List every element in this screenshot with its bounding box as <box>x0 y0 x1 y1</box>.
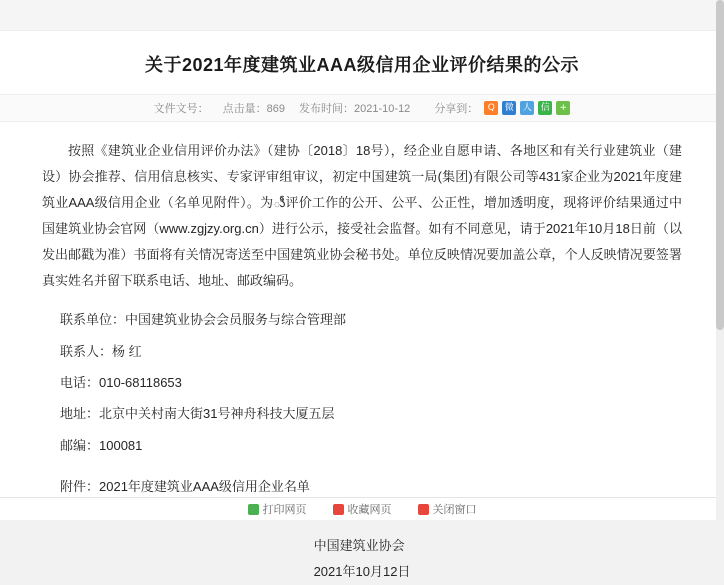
contact-address-line: 地址：北京中关村南大街31号神舟科技大厦五层 <box>60 406 335 422</box>
more-share-icon[interactable]: + <box>556 101 570 115</box>
favorite-icon <box>333 504 344 515</box>
contact-person-line: 联系人：杨 红 <box>60 343 142 359</box>
contact-info-block <box>60 308 682 457</box>
signature-inner <box>314 533 411 585</box>
print-icon <box>248 504 259 515</box>
share-label: 分享到： <box>434 103 479 116</box>
share-bar <box>434 100 570 116</box>
top-bar <box>0 0 724 31</box>
contact-postcode-line: 邮编：100081 <box>60 437 143 453</box>
publish-meta <box>299 100 410 116</box>
body-paragraph-1: 按照《建筑业企业信用评价办法》（建协〔2018〕18号），经企业自愿申请、各地区和有关行业建筑业（建设）协会推荐、信用信息核实、专家评审组审议，初定中国建筑一局(集团)有限公司等431家企业为2021年度建筑业AAA级信用企业（名单见附件）。为ుీ评价工作的公开、公平、公正性，增加透明度，现将评价结果通过中国建筑业协会官网（www.zgjzy.org.cn）进行公示，接受社会监督。如有不同意见，请于2021年10月18日前（以发出邮戳为准）书面将有关情况寄送至中国建筑业协会秘书处。单位反映情况要加盖公章，个人反映情况要签署真实姓名并留下联系电话、地址、邮政编码。 <box>42 143 682 289</box>
print-page-button[interactable] <box>248 501 307 517</box>
close-icon <box>418 504 429 515</box>
views-value: 869 <box>266 103 286 116</box>
contact-phone-line: 电话：010-68118653 <box>60 374 182 390</box>
scrollbar-thumb[interactable] <box>716 0 724 330</box>
favorite-page-button[interactable] <box>333 501 392 517</box>
attachment-line[interactable]: 附件：2021年度建筑业AAA级信用企业名单 <box>60 479 310 495</box>
document-meta-bar <box>0 94 724 122</box>
page-title: 关于2021年度建筑业AAA级信用企业评价结果的公示 <box>144 55 580 75</box>
signature-date: 2021年10月12日 <box>313 563 411 579</box>
views-meta <box>223 100 285 116</box>
page-scrollbar[interactable] <box>716 0 724 520</box>
signature-block <box>42 533 682 585</box>
close-window-button[interactable] <box>418 501 477 517</box>
weibo-icon[interactable]: 微 <box>502 101 516 115</box>
close-window-label: 关闭窗口 <box>432 504 477 516</box>
views-label: 点击量： <box>222 103 267 116</box>
contact-unit-line: 联系单位：中国建筑业协会会员服务与综合管理部 <box>60 312 347 328</box>
document-footer-bar <box>0 497 724 520</box>
signature-org: 中国建筑业协会 <box>313 537 405 553</box>
doc-number-label: 文件文号： <box>153 103 209 116</box>
publish-label: 发布时间： <box>299 103 355 116</box>
favorite-page-label: 收藏网页 <box>347 504 392 516</box>
qq-icon[interactable]: Q <box>484 101 498 115</box>
renren-icon[interactable]: 人 <box>520 101 534 115</box>
print-page-label: 打印网页 <box>262 504 307 516</box>
wechat-icon[interactable]: 信 <box>538 101 552 115</box>
publish-value: 2021-10-12 <box>354 103 411 116</box>
